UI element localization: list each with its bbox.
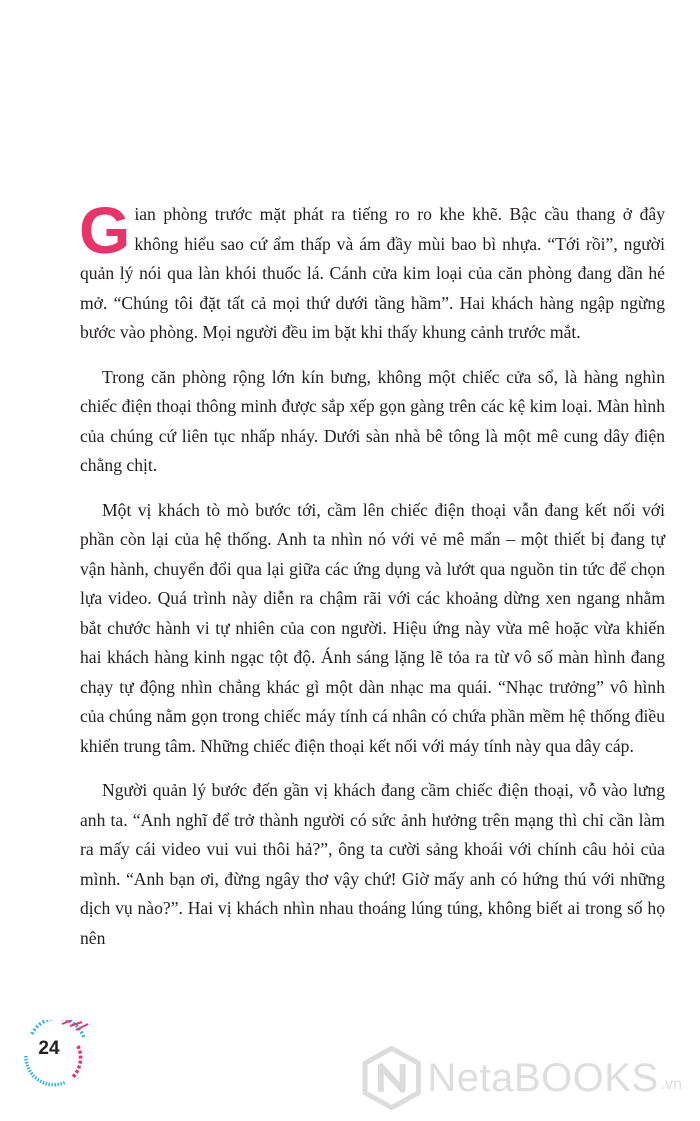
- paragraph-1-text: ian phòng trước mặt phát ra tiếng ro ro khe khẽ. Bậc cầu thang ở đây không hiểu sao cứ ẩm thấp và ám đầy mùi bao bì nhựa. “Tới rồi”, người quản lý nói qua làn khói thuốc lá. Cánh cửa kim loại của căn phòng đang dần hé mở. “Chúng tôi đặt tất cả mọi thứ dưới tầng hầm”. Hai khách hàng ngập ngừng bước vào phòng. Mọi người đều im bặt khi thấy khung cảnh trước mắt.: [80, 204, 665, 342]
- watermark-text: NetaBOOKS: [427, 1055, 659, 1100]
- page-text: [79, 193, 665, 968]
- paragraph-1: [79, 193, 665, 348]
- paragraph-4: Người quản lý bước đến gần vị khách đang cầm chiếc điện thoại, vỗ vào lưng anh ta. “Anh nghĩ để trở thành người có sức ảnh hưởng trên mạng thì chỉ cần làm ra mấy cái video vui vui thôi hả?”, ông ta cười sảng khoái với chính câu hỏi của mình. “Anh bạn ơi, đừng ngây thơ vậy chứ! Giờ mấy anh có hứng thú với những dịch vụ nào?”. Hai vị khách nhìn nhau thoáng lúng túng, không biết ai trong số họ nên: [80, 780, 665, 948]
- paragraph-2: Trong căn phòng rộng lớn kín bưng, không một chiếc cửa sổ, là hàng nghìn chiếc điện thoại thông minh được sắp xếp gọn gàng trên các kệ kim loại. Màn hình của chúng cứ liên tục nhấp nháy. Dưới sàn nhà bê tông là một mê cung dây điện chằng chịt.: [80, 366, 665, 475]
- watermark-suffix: .vn: [660, 1076, 682, 1093]
- drop-cap: G: [79, 193, 131, 267]
- netabooks-logo-icon: [362, 1046, 421, 1110]
- watermark: [362, 1046, 682, 1110]
- page-number: 24: [38, 1038, 60, 1059]
- paragraph-3: Một vị khách tò mò bước tới, cầm lên chiếc điện thoại vẫn đang kết nối với phần còn lại của hệ thống. Anh ta nhìn nó với vẻ mê mẩn – một thiết bị đang tự vận hành, chuyển đổi qua lại giữa các ứng dụng và lướt qua nguồn tin tức để chọn lựa video. Quá trình này diễn ra chậm rãi với các khoảng dừng xen ngang nhằm bắt chước hành vi tự nhiên của con người. Hiệu ứng này vừa mê hoặc vừa khiến hai khách hàng kinh ngạc tột độ. Ánh sáng lặng lẽ tỏa ra từ vô số màn hình đang chạy tự động nhìn chẳng khác gì một dàn nhạc ma quái. “Nhạc trưởng” vô hình của chúng nằm gọn trong chiếc máy tính cá nhân có chứa phần mềm hệ thống điều khiển trung tâm. Những chiếc điện thoại kết nối với máy tính này qua dây cáp.: [80, 499, 665, 756]
